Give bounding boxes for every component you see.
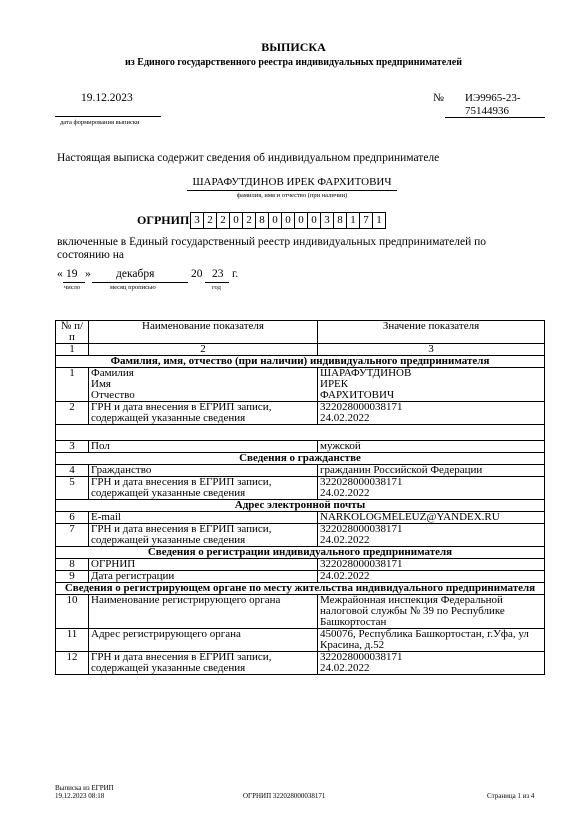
row-value	[318, 524, 545, 547]
date-caption: дата формирования выписки	[60, 119, 140, 126]
row-value	[318, 402, 545, 425]
row-name: ОГРНИП	[89, 559, 318, 571]
name-line: Имя	[91, 378, 111, 390]
row-value: NARKOLOGMELEUZ@YANDEX.RU	[318, 512, 545, 524]
table-row	[56, 402, 545, 425]
value-line: 24.02.2022	[320, 534, 370, 546]
fio-caption: фамилия, имя и отчество (при наличии)	[236, 192, 348, 199]
row-value: гражданин Российской Федерации	[318, 465, 545, 477]
included-text: включенные в Единый государственный реестр индивидуальных предпринимателей по состоянию на	[57, 236, 487, 261]
row-value	[318, 477, 545, 500]
row-value: 24.02.2022	[318, 571, 545, 583]
row-number: 10	[56, 595, 89, 629]
colnum-cell: 1	[56, 344, 89, 356]
date-underline	[55, 116, 161, 117]
date-year: 23	[212, 268, 224, 280]
ogrnip-digit: 0	[268, 212, 282, 229]
ogrnip-digit: 3	[190, 212, 204, 229]
section-email: Адрес электронной почты	[56, 500, 545, 512]
footer-left-line: 19.12.2023 08:18	[55, 792, 105, 800]
row-value	[318, 368, 545, 402]
value-line: ШАРАФУТДИНОВ	[320, 367, 412, 379]
date-close-quote: »	[85, 268, 91, 280]
value-line: ФАРХИТОВИЧ	[320, 389, 395, 401]
row-value: мужской	[318, 441, 545, 453]
footer-page-number: Страница 1 из 4	[487, 792, 535, 800]
date-century: 20	[191, 268, 203, 280]
table-row	[56, 571, 545, 583]
value-line: 24.02.2022	[320, 412, 370, 424]
row-name: Дата регистрации	[89, 571, 318, 583]
row-value: Межрайонная инспекция Федеральной налоговой службы № 39 по Республике Башкортостан	[318, 595, 545, 629]
section-authority: Сведения о регистрирующем органе по месту жительства индивидуального предпринимателя	[56, 583, 545, 595]
number-sign: №	[433, 92, 444, 104]
document-title: ВЫПИСКА	[261, 40, 326, 54]
footer-left	[55, 784, 114, 800]
ogrnip-digit: 1	[372, 212, 386, 229]
row-number: 1	[56, 368, 89, 402]
table-header-row	[56, 321, 545, 344]
table-row	[56, 477, 545, 500]
value-line: 24.02.2022	[320, 662, 370, 674]
value-line: 322028000038171	[320, 476, 403, 488]
date-year-suffix: г.	[232, 268, 239, 280]
ogrnip-digit: 2	[203, 212, 217, 229]
row-number: 2	[56, 402, 89, 425]
table-row	[56, 368, 545, 402]
section-row	[56, 500, 545, 512]
row-number: 11	[56, 629, 89, 652]
ogrnip-digit: 8	[255, 212, 269, 229]
empty-row	[56, 425, 545, 441]
ogrnip-digit: 0	[281, 212, 295, 229]
header-number: № п/п	[56, 321, 89, 344]
row-name: ГРН и дата внесения в ЕГРИП записи, содержащей указанные сведения	[89, 477, 318, 500]
intro-text: Настоящая выписка содержит сведения об индивидуальном предпринимателе	[57, 152, 440, 164]
section-fio: Фамилия, имя, отчество (при наличии) индивидуального предпринимателя	[56, 356, 545, 368]
year-caption: год	[212, 284, 221, 291]
row-name: E-mail	[89, 512, 318, 524]
footer-left-line: Выписка из ЕГРИП	[55, 784, 114, 792]
entrepreneur-fio: ШАРАФУТДИНОВ ИРЕК ФАРХИТОВИЧ	[192, 176, 392, 188]
row-number: 4	[56, 465, 89, 477]
ogrnip-digit: 0	[307, 212, 321, 229]
date-open-quote: «	[57, 268, 63, 280]
row-number: 8	[56, 559, 89, 571]
row-name: ГРН и дата внесения в ЕГРИП записи, содержащей указанные сведения	[89, 402, 318, 425]
row-number: 5	[56, 477, 89, 500]
value-line: 322028000038171	[320, 401, 403, 413]
extract-number: ИЭ9965-23-75144936	[465, 92, 521, 117]
value-line: 322028000038171	[320, 651, 403, 663]
value-line: 322028000038171	[320, 523, 403, 535]
table-row	[56, 524, 545, 547]
table-row	[56, 652, 545, 675]
value-line: ИРЕК	[320, 378, 349, 390]
value-line: 24.02.2022	[320, 487, 370, 499]
day-caption: число	[64, 284, 81, 291]
section-row	[56, 356, 545, 368]
row-name: ГРН и дата внесения в ЕГРИП записи, содержащей указанные сведения	[89, 652, 318, 675]
table-row	[56, 595, 545, 629]
fio-underline	[187, 190, 397, 191]
name-line: Отчество	[91, 389, 135, 401]
ogrnip-digit: 7	[359, 212, 373, 229]
date-day: 19	[66, 268, 78, 280]
date-month: декабря	[116, 268, 155, 280]
row-name	[89, 368, 318, 402]
month-caption: месяц прописью	[110, 284, 156, 291]
ogrnip-digit: 0	[229, 212, 243, 229]
row-value: 450076, Республика Башкортостан, г.Уфа, ул Красина, д.52	[318, 629, 545, 652]
row-number: 3	[56, 441, 89, 453]
section-registration: Сведения о регистрации индивидуального предпринимателя	[56, 547, 545, 559]
day-underline	[63, 282, 85, 283]
table-row	[56, 512, 545, 524]
section-citizenship: Сведения о гражданстве	[56, 453, 545, 465]
section-row	[56, 547, 545, 559]
ogrnip-label: ОГРНИП	[137, 213, 190, 227]
number-underline	[445, 117, 545, 118]
year-underline	[205, 282, 229, 283]
ogrnip-cells	[191, 212, 386, 229]
month-underline	[92, 282, 188, 283]
ogrnip-digit: 3	[320, 212, 334, 229]
row-number: 9	[56, 571, 89, 583]
ogrnip-digit: 2	[216, 212, 230, 229]
ogrnip-digit: 1	[346, 212, 360, 229]
section-row	[56, 453, 545, 465]
table-row	[56, 465, 545, 477]
section-row	[56, 583, 545, 595]
row-number: 6	[56, 512, 89, 524]
row-number: 7	[56, 524, 89, 547]
row-value	[318, 652, 545, 675]
name-line: Фамилия	[91, 367, 134, 379]
colnum-cell: 3	[318, 344, 545, 356]
row-name: Гражданство	[89, 465, 318, 477]
table-colnum-row	[56, 344, 545, 356]
ogrnip-digit: 8	[333, 212, 347, 229]
colnum-cell: 2	[89, 344, 318, 356]
ogrnip-digit: 2	[242, 212, 256, 229]
row-name: Пол	[89, 441, 318, 453]
data-table	[55, 320, 545, 675]
empty-cell	[56, 425, 545, 441]
row-name: Адрес регистрирующего органа	[89, 629, 318, 652]
row-value: 322028000038171	[318, 559, 545, 571]
row-number: 12	[56, 652, 89, 675]
header-name: Наименование показателя	[89, 321, 318, 344]
row-name: Наименование регистрирующего органа	[89, 595, 318, 629]
formation-date: 19.12.2023	[81, 92, 133, 104]
table-row	[56, 441, 545, 453]
footer-center: ОГРНИП 322028000038171	[243, 792, 326, 800]
document-subtitle: из Единого государственного реестра индивидуальных предпринимателей	[125, 57, 462, 68]
row-name: ГРН и дата внесения в ЕГРИП записи, содержащей указанные сведения	[89, 524, 318, 547]
table-row	[56, 629, 545, 652]
table-row	[56, 559, 545, 571]
header-value: Значение показателя	[318, 321, 545, 344]
ogrnip-digit: 0	[294, 212, 308, 229]
